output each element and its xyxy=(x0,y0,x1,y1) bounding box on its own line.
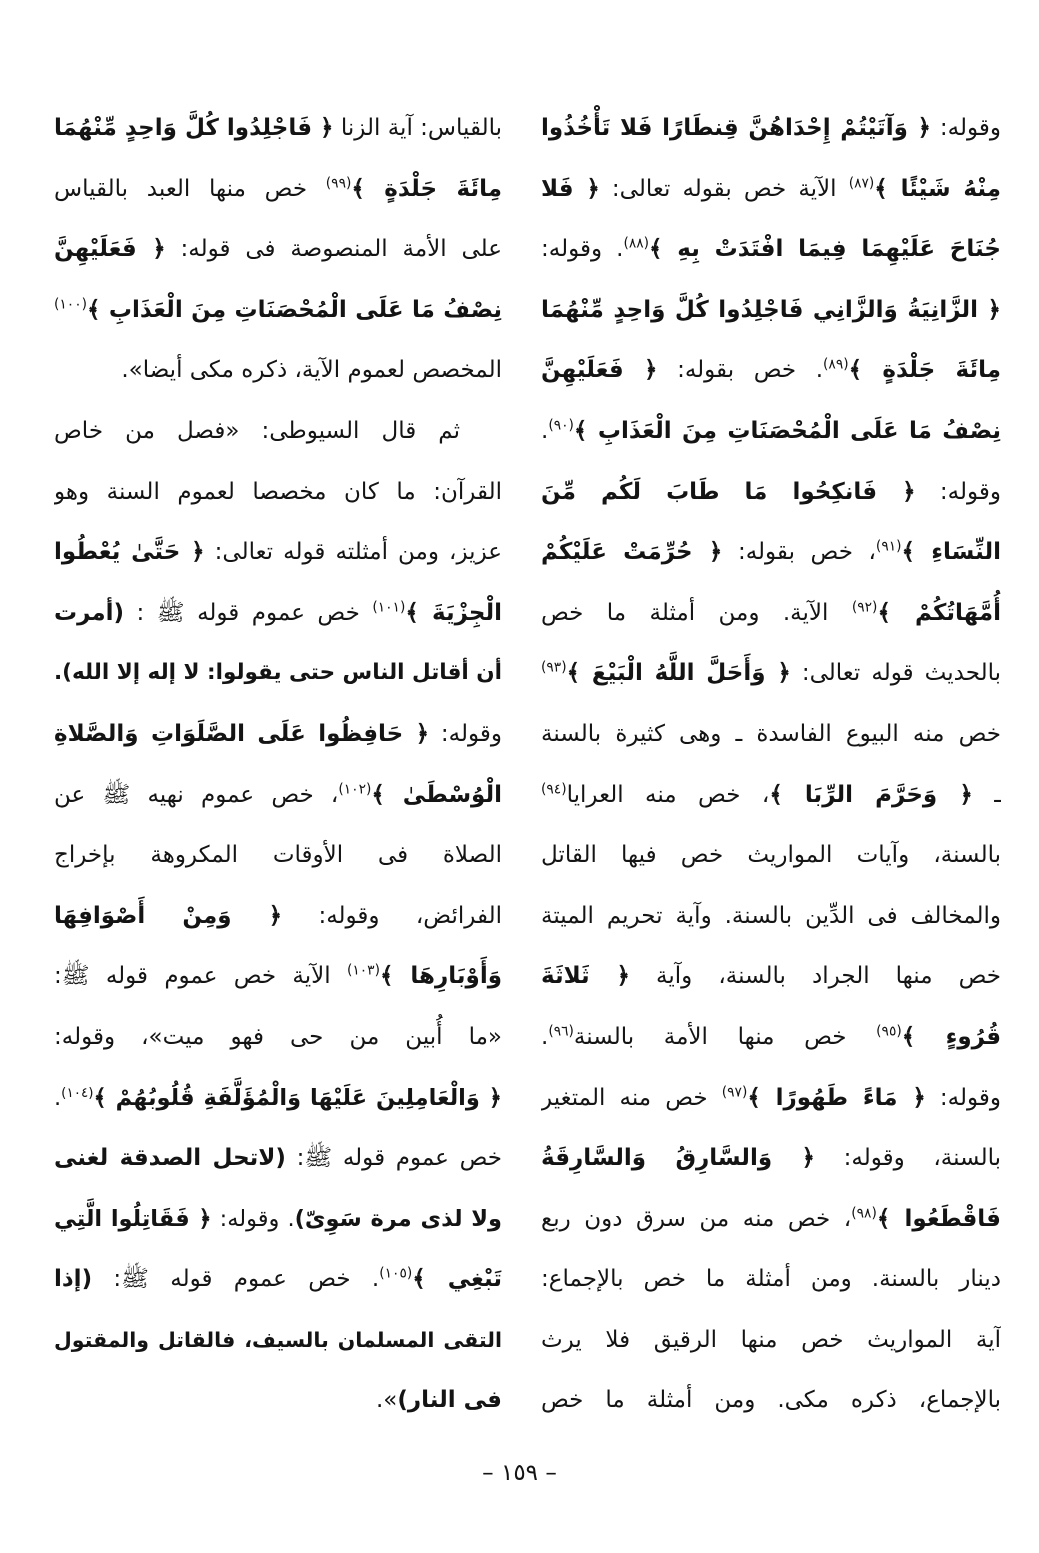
body-text: دينار بالسنة. ومن أمثلة ما خص بالإجماع: xyxy=(541,1266,1001,1293)
body-text: بالسنة، وآيات المواريث خص فيها القاتل xyxy=(541,842,1001,869)
quran-verse: فَاقْطَعُوا ﴾ xyxy=(876,1205,1001,1232)
body-text: على الأمة المنصوصة فى قوله: xyxy=(165,236,502,263)
quran-verse: أُمَّهَاتُكُمْ ﴾ xyxy=(877,599,1001,626)
text-line xyxy=(541,401,1001,462)
quran-verse: ﴿ وَحَرَّمَ الرِّبَا ﴾ xyxy=(769,781,973,808)
body-text: وقوله: xyxy=(429,720,502,747)
body-text: . xyxy=(54,1084,62,1111)
body-text: ». xyxy=(375,1387,398,1414)
text-line xyxy=(541,643,1001,704)
footnote-ref: (٨٨) xyxy=(623,235,650,252)
quran-verse: ﴿ الزَّانِيَةُ وَالزَّانِي فَاجْلِدُوا كُلَّ وَاحِدٍ مِّنْهُمَا xyxy=(541,296,1001,323)
text-line xyxy=(54,401,502,462)
text-line xyxy=(541,1128,1001,1189)
body-text: ، خص بقوله: xyxy=(722,539,876,566)
text-line xyxy=(54,280,502,341)
text-line xyxy=(54,522,502,583)
text-line xyxy=(541,946,1001,1007)
body-text: خص منها الأمة بالسنة xyxy=(573,1023,877,1050)
quran-verse: ﴿ حُرِّمَتْ عَلَيْكُمْ xyxy=(541,539,723,566)
text-line xyxy=(54,1249,502,1310)
text-line xyxy=(541,704,1001,765)
text-line xyxy=(541,1007,1001,1068)
text-line xyxy=(54,704,502,765)
footnote-ref: (٨٩) xyxy=(823,357,849,374)
quran-verse: جُنَاحَ عَلَيْهِمَا فِيمَا افْتَدَتْ بِهِ ﴾ xyxy=(649,236,1001,263)
hadith-text: (إذا xyxy=(54,1266,93,1293)
body-text: المخصص لعموم الآية، ذكره مكى أيضا». xyxy=(121,357,502,384)
text-line xyxy=(54,1310,502,1371)
text-line xyxy=(54,219,502,280)
text-line xyxy=(54,98,502,159)
quran-verse: ﴿ فَقَاتِلُوا الَّتِي xyxy=(54,1205,212,1232)
quran-verse: الْوُسْطَىٰ ﴾ xyxy=(371,781,502,808)
quran-verse: ﴿ فَلا xyxy=(541,175,600,202)
body-text: بالحديث قوله تعالى: xyxy=(790,660,1001,687)
quran-verse: وَأَوْبَارِهَا ﴾ xyxy=(379,963,502,990)
body-text: عزيز، ومن أمثلته قوله تعالى: xyxy=(204,539,502,566)
footnote-ref: (١٠٣) xyxy=(346,963,380,980)
body-text: «ما أُبين من حى فهو ميت»، وقوله: xyxy=(54,1023,502,1050)
footnote-ref: (١٠٥) xyxy=(379,1266,413,1283)
body-text: خص عموم قوله ﷺ: xyxy=(285,1145,502,1172)
quran-verse: النِّسَاءِ ﴾ xyxy=(901,539,1001,566)
body-text: . خص عموم قوله ﷺ: xyxy=(92,1266,380,1293)
quran-verse: مِائَةَ جَلْدَةٍ ﴾ xyxy=(848,357,1001,384)
body-text: آية المواريث خص منها الرقيق فلا يرث xyxy=(541,1326,1001,1353)
quran-verse: ﴿ ثَلاثَةَ xyxy=(541,963,630,990)
body-text: ، خص عموم نهيه ﷺ عن xyxy=(54,781,339,808)
body-text: وقوله: xyxy=(925,1084,1001,1111)
body-text: الصلاة فى الأوقات المكروهة بإخراج xyxy=(54,842,502,869)
paragraph xyxy=(54,98,502,401)
text-line xyxy=(54,1128,502,1189)
body-text: ، خص منه العرايا xyxy=(566,781,770,808)
quran-verse: مِائَةَ جَلْدَةٍ ﴾ xyxy=(351,175,502,202)
text-line xyxy=(54,1007,502,1068)
quran-verse: ﴿ وَآتَيْتُمْ إِحْدَاهُنَّ قِنطَارًا فَلا تَأْخُذُوا xyxy=(541,115,931,141)
quran-verse: مِنْهُ شَيْئًا ﴾ xyxy=(874,175,1001,202)
hadith-text: فى النار) xyxy=(397,1387,502,1414)
text-line xyxy=(541,98,1001,159)
footnote-ref: (١٠٤) xyxy=(61,1084,94,1101)
body-text: . خص بقوله: xyxy=(657,357,824,384)
footnote-ref: (١٠٠) xyxy=(54,296,88,313)
text-line xyxy=(541,522,1001,583)
footnote-ref: (٩١) xyxy=(875,538,902,555)
hadith-text: أن أقاتل الناس حتى يقولوا: لا إله إلا الله). xyxy=(54,660,502,686)
body-text: خص منها العبد بالقياس xyxy=(54,175,326,202)
text-line xyxy=(54,462,502,523)
hadith-text: ولا لذى مرة سَوِىّ) xyxy=(294,1205,502,1232)
body-text: وقوله: xyxy=(930,115,1001,141)
quran-verse: ﴿ فَعَلَيْهِنَّ xyxy=(54,236,166,263)
footnote-ref: (٩٠) xyxy=(548,417,574,434)
text-line xyxy=(541,825,1001,886)
body-text: . xyxy=(541,1023,549,1050)
paragraph xyxy=(54,401,502,1431)
text-line xyxy=(54,159,502,220)
text-line xyxy=(541,583,1001,644)
body-text: . وقوله: xyxy=(211,1205,295,1232)
paragraph xyxy=(541,98,1001,1431)
body-text: بالقياس: آية الزنا xyxy=(333,115,502,141)
body-text: بالإجماع، ذكره مكى. ومن أمثلة ما خص xyxy=(541,1387,1001,1414)
quran-verse: نِصْفُ مَا عَلَى الْمُحْصَنَاتِ مِنَ الْعَذَابِ ﴾ xyxy=(87,296,502,323)
text-line xyxy=(54,765,502,826)
body-text: خص منه البيوع الفاسدة ـ وهى كثيرة بالسنة xyxy=(541,720,1001,747)
quran-verse: ﴿ فَعَلَيْهِنَّ xyxy=(541,357,658,384)
text-line xyxy=(541,1249,1001,1310)
body-text: خص منها الجراد بالسنة، وآية xyxy=(629,963,1001,990)
quran-verse: الْجِزْيَةَ ﴾ xyxy=(405,599,502,626)
text-line xyxy=(54,1189,502,1250)
quran-verse: ﴿ فَانكِحُوا مَا طَابَ لَكُم مِّنَ xyxy=(541,478,916,505)
body-text: . وقوله: xyxy=(541,236,624,263)
body-text: بالسنة، وقوله: xyxy=(814,1145,1001,1172)
text-line xyxy=(54,1068,502,1129)
quran-verse: ﴿ وَالسَّارِقُ وَالسَّارِقَةُ xyxy=(541,1145,815,1172)
hadith-text: (لاتحل الصدقة لغنى xyxy=(54,1145,286,1172)
body-text: الفرائض، وقوله: xyxy=(282,902,502,929)
hadith-text: التقى المسلمان بالسيف، فالقاتل والمقتول xyxy=(54,1327,502,1352)
text-line xyxy=(54,583,502,644)
footnote-ref: (٩٧) xyxy=(721,1084,748,1101)
text-line xyxy=(541,159,1001,220)
body-text: الآية خص بقوله تعالى: xyxy=(599,175,849,202)
footnote-ref: (١٠١) xyxy=(372,599,406,616)
body-text: الآية خص عموم قوله ﷺ: xyxy=(54,963,347,990)
text-line xyxy=(541,1370,1001,1431)
text-line xyxy=(541,1189,1001,1250)
footnote-ref: (٩٢) xyxy=(851,599,878,616)
footnote-ref: (٩٩) xyxy=(325,175,352,192)
text-line xyxy=(54,1370,502,1431)
body-text: وقوله: xyxy=(915,478,1001,505)
footnote-ref: (٩٥) xyxy=(876,1023,902,1040)
footnote-ref: (١٠٢) xyxy=(338,781,372,798)
quran-verse: ﴿ وَمِنْ أَصْوَافِهَا xyxy=(54,902,283,929)
text-line xyxy=(541,280,1001,341)
text-line xyxy=(541,886,1001,947)
footnote-ref: (٩٤) xyxy=(541,781,567,798)
text-line xyxy=(541,1068,1001,1129)
body-text: القرآن: ما كان مخصصا لعموم السنة وهو xyxy=(54,478,502,505)
body-text: ثم قال السيوطى: «فصل من خاص xyxy=(54,417,460,444)
quran-verse: ﴿ مَاءً طَهُورًا ﴾ xyxy=(747,1084,926,1111)
body-text: ، خص منه من سرق دون ربع xyxy=(541,1205,852,1232)
body-text: والمخالف فى الدِّين بالسنة. وآية تحريم الميتة xyxy=(541,902,1001,929)
quran-verse: ﴿ وَالْعَامِلِينَ عَلَيْهَا وَالْمُؤَلَّفَةِ قُلُوبُهُمْ ﴾ xyxy=(93,1084,502,1111)
body-text: خص منه المتغير xyxy=(541,1084,722,1111)
footnote-ref: (٩٣) xyxy=(541,660,567,677)
quran-verse: ﴿ وَأَحَلَّ اللَّهُ الْبَيْعَ ﴾ xyxy=(566,660,791,687)
right-column xyxy=(541,98,1001,1431)
text-line xyxy=(541,340,1001,401)
text-line xyxy=(54,825,502,886)
footnote-ref: (٩٦) xyxy=(548,1023,574,1040)
text-line xyxy=(541,462,1001,523)
body-text: خص عموم قوله ﷺ : xyxy=(124,599,373,626)
left-column xyxy=(54,98,502,1431)
text-line xyxy=(541,219,1001,280)
footnote-ref: (٩٨) xyxy=(851,1205,877,1222)
footnote-ref: (٨٧) xyxy=(848,175,875,192)
body-text: ـ xyxy=(972,781,1001,808)
text-line xyxy=(54,643,502,704)
body-text: . xyxy=(541,417,549,444)
quran-verse: نِصْفُ مَا عَلَى الْمُحْصَنَاتِ مِنَ الْعَذَابِ ﴾ xyxy=(573,417,1001,444)
hadith-text: (أمرت xyxy=(54,599,125,626)
body-text: الآية. ومن أمثلة ما خص xyxy=(541,599,852,626)
page-number: – ١٥٩ – xyxy=(482,1460,557,1486)
text-line xyxy=(54,946,502,1007)
quran-verse: قُرُوءٍ ﴾ xyxy=(901,1023,1001,1050)
text-line xyxy=(541,765,1001,826)
quran-verse: ﴿ حَتَّىٰ يُعْطُوا xyxy=(54,539,205,566)
quran-verse: ﴿ فَاجْلِدُوا كُلَّ وَاحِدٍ مِّنْهُمَا xyxy=(54,115,334,141)
quran-verse: تَبْغِي ﴾ xyxy=(412,1266,502,1293)
text-line xyxy=(541,1310,1001,1371)
text-line xyxy=(54,886,502,947)
text-line xyxy=(54,340,502,401)
quran-verse: ﴿ حَافِظُوا عَلَى الصَّلَوَاتِ وَالصَّلاةِ xyxy=(54,720,430,747)
